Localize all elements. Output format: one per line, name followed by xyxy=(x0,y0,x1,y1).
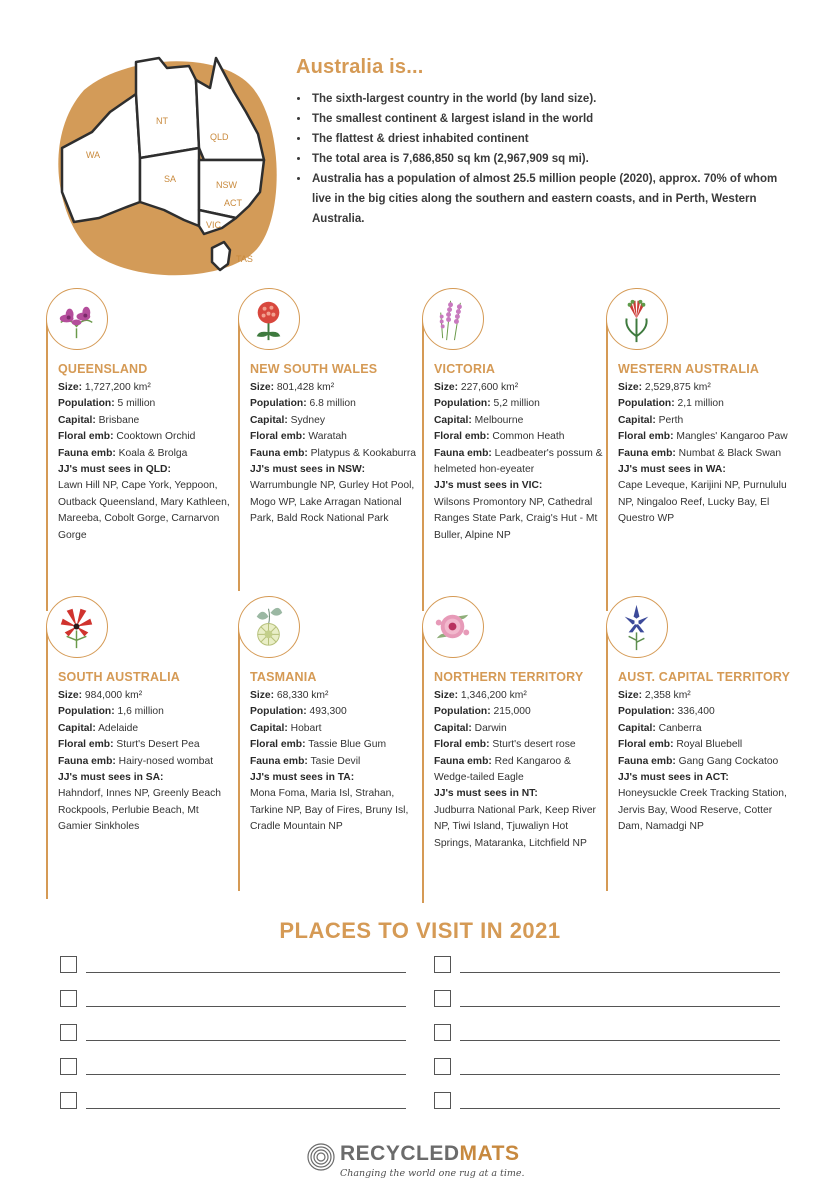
floral-emblem-badge xyxy=(238,288,300,350)
map-label-sa: SA xyxy=(164,174,177,184)
size-row: Size: 1,727,200 km² xyxy=(58,382,151,393)
capital-value: Melbourne xyxy=(474,414,524,426)
floral-value: Sturt's desert rose xyxy=(492,739,576,751)
floral-row: Floral emb: Common Heath xyxy=(434,431,565,443)
size-row: Size: 68,330 km² xyxy=(250,690,329,701)
state-name: TASMANIA xyxy=(250,670,317,684)
floral-emblem-badge xyxy=(238,596,300,658)
state-info xyxy=(58,380,230,544)
blue-gum-icon xyxy=(239,597,298,656)
state-name: VICTORIA xyxy=(434,362,496,376)
place-write-line[interactable] xyxy=(460,972,780,973)
size-row: Size: 2,358 km² xyxy=(618,690,691,701)
population-value: 1,6 million xyxy=(117,706,164,718)
capital-value: Hobart xyxy=(290,722,322,734)
map-label-qld: QLD xyxy=(210,132,229,142)
state-info xyxy=(434,380,606,544)
logo-wordmark xyxy=(340,1142,519,1166)
must-sees-list: Hahndorf, Innes NP, Greenly Beach Rockpools, Perlubie Beach, Mt Gamier Sinkholes xyxy=(58,788,221,833)
place-checkbox[interactable] xyxy=(60,1092,77,1109)
intro-section xyxy=(296,56,796,229)
floral-value: Waratah xyxy=(308,431,347,443)
capital-value: Adelaide xyxy=(98,722,139,734)
floral-emblem-badge xyxy=(606,596,668,658)
fauna-value: Numbat & Black Swan xyxy=(678,447,782,459)
card-divider-line xyxy=(238,319,240,591)
heath-icon xyxy=(423,289,482,348)
place-write-line[interactable] xyxy=(86,1074,406,1075)
fauna-row: Fauna emb: Gang Gang Cockatoo xyxy=(618,755,779,767)
size-value: 984,000 km² xyxy=(84,690,143,701)
size-row: Size: 984,000 km² xyxy=(58,690,143,701)
population-row: Population: 5 million xyxy=(58,398,156,410)
place-write-line[interactable] xyxy=(86,1040,406,1041)
card-divider-line xyxy=(422,627,424,903)
population-value: 5 million xyxy=(117,398,156,410)
place-entry xyxy=(434,1024,780,1044)
intro-bullet: • The smallest continent & largest island in the world xyxy=(310,109,796,129)
population-value: 336,400 xyxy=(677,706,715,718)
place-write-line[interactable] xyxy=(86,1006,406,1007)
floral-emblem-badge xyxy=(422,596,484,658)
place-entry xyxy=(60,1092,406,1112)
fauna-row: Fauna emb: Numbat & Black Swan xyxy=(618,447,782,459)
capital-row: Capital: Adelaide xyxy=(58,722,139,734)
must-sees-label: JJ's must sees in NSW: xyxy=(250,464,365,476)
kangaroo-paw-icon xyxy=(607,289,666,348)
places-title: PLACES TO VISIT IN 2021 xyxy=(279,918,561,943)
must-sees-list: Mona Foma, Maria Isl, Strahan, Tarkine NP, Bay of Fires, Bruny Isl, Cradle Mountain NP xyxy=(250,788,409,833)
size-value: 2,529,875 km² xyxy=(644,382,711,393)
card-divider-line xyxy=(46,627,48,899)
place-entry xyxy=(434,956,780,976)
capital-row: Capital: Sydney xyxy=(250,414,325,426)
floral-value: Cooktown Orchid xyxy=(116,431,196,443)
place-entry xyxy=(434,1092,780,1112)
state-name: QUEENSLAND xyxy=(58,362,148,376)
population-row: Population: 1,6 million xyxy=(58,706,164,718)
place-write-line[interactable] xyxy=(460,1040,780,1041)
waratah-icon xyxy=(239,289,298,348)
place-checkbox[interactable] xyxy=(60,956,77,973)
state-info xyxy=(618,688,790,836)
floral-emblem-badge xyxy=(46,288,108,350)
capital-row: Capital: Hobart xyxy=(250,722,322,734)
intro-bullet: • Australia has a population of almost 25.5 million people (2020), approx. 70% of whom live in the big cities along the southern and eastern coasts, and in Perth, Western Australia. xyxy=(310,169,796,229)
fauna-row: Fauna emb: Koala & Brolga xyxy=(58,447,188,459)
brand-logo xyxy=(306,1138,546,1188)
floral-row: Floral emb: Waratah xyxy=(250,431,347,443)
fauna-row: Fauna emb: Red Kangaroo & Wedge-tailed Eagle xyxy=(434,755,571,784)
capital-row: Capital: Brisbane xyxy=(58,414,140,426)
size-value: 227,600 km² xyxy=(460,382,519,393)
capital-value: Canberra xyxy=(658,722,702,734)
must-sees-label: JJ's must sees in TA: xyxy=(250,772,355,784)
population-row: Population: 336,400 xyxy=(618,706,715,718)
fauna-value: Red Kangaroo & Wedge-tailed Eagle xyxy=(434,755,571,784)
state-name: NORTHERN TERRITORY xyxy=(434,670,584,684)
population-row: Population: 493,300 xyxy=(250,706,347,718)
size-value: 1,346,200 km² xyxy=(460,690,527,701)
floral-row: Floral emb: Sturt's Desert Pea xyxy=(58,739,200,751)
capital-value: Brisbane xyxy=(98,414,140,426)
floral-row: Floral emb: Mangles' Kangaroo Paw xyxy=(618,431,788,443)
must-sees-label: JJ's must sees in WA: xyxy=(618,464,726,476)
must-sees-label: JJ's must sees in ACT: xyxy=(618,772,729,784)
population-row: Population: 5,2 million xyxy=(434,398,540,410)
intro-bullet: • The flattest & driest inhabited continent xyxy=(310,129,796,149)
map-label-nsw: NSW xyxy=(216,180,237,190)
place-checkbox[interactable] xyxy=(434,1092,451,1109)
fauna-value: Platypus & Kookaburra xyxy=(310,447,416,459)
place-write-line[interactable] xyxy=(460,1074,780,1075)
size-row: Size: 1,346,200 km² xyxy=(434,690,527,701)
capital-value: Perth xyxy=(658,414,684,426)
logo-part-recycled: RECYCLED xyxy=(340,1142,460,1165)
desert-rose-icon xyxy=(423,597,482,656)
population-value: 2,1 million xyxy=(677,398,724,410)
place-checkbox[interactable] xyxy=(60,990,77,1007)
desert-pea-icon xyxy=(47,597,106,656)
intro-title: Australia is... xyxy=(296,56,424,78)
place-write-line[interactable] xyxy=(460,1006,780,1007)
floral-row: Floral emb: Tassie Blue Gum xyxy=(250,739,387,751)
capital-value: Darwin xyxy=(474,722,507,734)
logo-part-mats: MATS xyxy=(459,1142,520,1165)
card-divider-line xyxy=(422,319,424,611)
card-divider-line xyxy=(238,627,240,891)
fauna-value: Tasie Devil xyxy=(310,755,361,767)
intro-bullet: • The sixth-largest country in the world (by land size). xyxy=(310,89,796,109)
fauna-value: Hairy-nosed wombat xyxy=(118,755,214,767)
population-value: 493,300 xyxy=(309,706,347,718)
state-info xyxy=(58,688,230,836)
floral-value: Mangles' Kangaroo Paw xyxy=(676,431,788,443)
place-checkbox[interactable] xyxy=(60,1024,77,1041)
state-name: NEW SOUTH WALES xyxy=(250,362,378,376)
place-checkbox[interactable] xyxy=(60,1058,77,1075)
must-sees-list: Lawn Hill NP, Cape York, Yeppoon, Outback Queensland, Mary Kathleen, Mareeba, Cobolt Gorge, Carnarvon Gorge xyxy=(58,480,230,541)
logo-tagline: Changing the world one rug at a time. xyxy=(340,1168,525,1179)
place-checkbox[interactable] xyxy=(434,1058,451,1075)
population-value: 6.8 million xyxy=(309,398,356,410)
rug-swirl-icon xyxy=(306,1142,336,1172)
must-sees-label: JJ's must sees in SA: xyxy=(58,772,164,784)
floral-value: Tassie Blue Gum xyxy=(308,739,387,751)
floral-emblem-badge xyxy=(422,288,484,350)
population-value: 5,2 million xyxy=(493,398,540,410)
place-entry xyxy=(434,1058,780,1078)
australia-map xyxy=(44,52,284,282)
population-row: Population: 6.8 million xyxy=(250,398,356,410)
size-value: 801,428 km² xyxy=(276,382,335,393)
must-sees-list: Warrumbungle NP, Gurley Hot Pool, Mogo WP, Lake Arragan National Park, Bald Rock National Park xyxy=(250,480,415,525)
place-checkbox[interactable] xyxy=(434,1024,451,1041)
map-label-wa: WA xyxy=(86,150,101,160)
card-divider-line xyxy=(606,627,608,891)
capital-row: Capital: Darwin xyxy=(434,722,507,734)
size-value: 2,358 km² xyxy=(644,690,691,701)
fauna-row: Fauna emb: Leadbeater's possum & helmeted hon-eyeater xyxy=(434,447,603,476)
state-info xyxy=(250,688,422,836)
must-sees-label: JJ's must sees in QLD: xyxy=(58,464,171,476)
floral-row: Floral emb: Sturt's desert rose xyxy=(434,739,576,751)
population-row: Population: 215,000 xyxy=(434,706,531,718)
place-entry xyxy=(60,956,406,976)
orchid-icon xyxy=(47,289,106,348)
capital-row: Capital: Melbourne xyxy=(434,414,524,426)
map-label-vic: VIC xyxy=(206,220,222,230)
size-row: Size: 227,600 km² xyxy=(434,382,519,393)
place-entry xyxy=(434,990,780,1010)
intro-bullets xyxy=(296,89,796,229)
floral-row: Floral emb: Cooktown Orchid xyxy=(58,431,196,443)
place-entry xyxy=(60,1058,406,1078)
bluebell-icon xyxy=(607,597,666,656)
place-write-line[interactable] xyxy=(86,972,406,973)
map-label-nt: NT xyxy=(156,116,168,126)
card-divider-line xyxy=(606,319,608,611)
place-checkbox[interactable] xyxy=(434,990,451,1007)
card-divider-line xyxy=(46,319,48,611)
population-row: Population: 2,1 million xyxy=(618,398,724,410)
capital-row: Capital: Canberra xyxy=(618,722,702,734)
fauna-row: Fauna emb: Hairy-nosed wombat xyxy=(58,755,214,767)
state-info xyxy=(434,688,606,852)
map-label-tas: TAS xyxy=(236,254,253,264)
population-value: 215,000 xyxy=(493,706,531,718)
must-sees-list: Cape Leveque, Karijini NP, Purnululu NP, Ningaloo Reef, Lucky Bay, El Questro WP xyxy=(618,480,787,525)
fauna-value: Leadbeater's possum & helmeted hon-eyeater xyxy=(434,447,603,476)
must-sees-label: JJ's must sees in VIC: xyxy=(434,480,543,492)
intro-bullet: • The total area is 7,686,850 sq km (2,967,909 sq mi). xyxy=(310,149,796,169)
size-value: 1,727,200 km² xyxy=(84,382,151,393)
state-info xyxy=(250,380,422,528)
capital-row: Capital: Perth xyxy=(618,414,684,426)
size-row: Size: 801,428 km² xyxy=(250,382,335,393)
place-write-line[interactable] xyxy=(86,1108,406,1109)
floral-value: Sturt's Desert Pea xyxy=(116,739,200,751)
must-sees-list: Judburra National Park, Keep River NP, Tiwi Island, Tjuwaliyn Hot Springs, Mataranka, Litchfield NP xyxy=(434,804,596,849)
must-sees-label: JJ's must sees in NT: xyxy=(434,788,538,800)
must-sees-list: Honeysuckle Creek Tracking Station, Jervis Bay, Wood Reserve, Cotter Dam, Namadgi NP xyxy=(618,788,787,833)
fauna-value: Koala & Brolga xyxy=(118,447,188,459)
state-name: WESTERN AUSTRALIA xyxy=(618,362,760,376)
map-label-act: ACT xyxy=(224,198,242,208)
fauna-row: Fauna emb: Platypus & Kookaburra xyxy=(250,447,416,459)
floral-emblem-badge xyxy=(46,596,108,658)
size-row: Size: 2,529,875 km² xyxy=(618,382,711,393)
state-info xyxy=(618,380,790,528)
must-sees-list: Wilsons Promontory NP, Cathedral Ranges State Park, Craig's Hut - Mt Buller, Alpine NP xyxy=(434,496,598,541)
size-value: 68,330 km² xyxy=(276,690,329,701)
floral-emblem-badge xyxy=(606,288,668,350)
place-checkbox[interactable] xyxy=(434,956,451,973)
state-name: SOUTH AUSTRALIA xyxy=(58,670,180,684)
state-name: AUST. CAPITAL TERRITORY xyxy=(618,670,791,684)
floral-value: Common Heath xyxy=(492,431,565,443)
capital-value: Sydney xyxy=(290,414,325,426)
place-write-line[interactable] xyxy=(460,1108,780,1109)
fauna-value: Gang Gang Cockatoo xyxy=(678,755,779,767)
floral-value: Royal Bluebell xyxy=(676,739,743,751)
floral-row: Floral emb: Royal Bluebell xyxy=(618,739,743,751)
place-entry xyxy=(60,1024,406,1044)
fauna-row: Fauna emb: Tasie Devil xyxy=(250,755,361,767)
place-entry xyxy=(60,990,406,1010)
